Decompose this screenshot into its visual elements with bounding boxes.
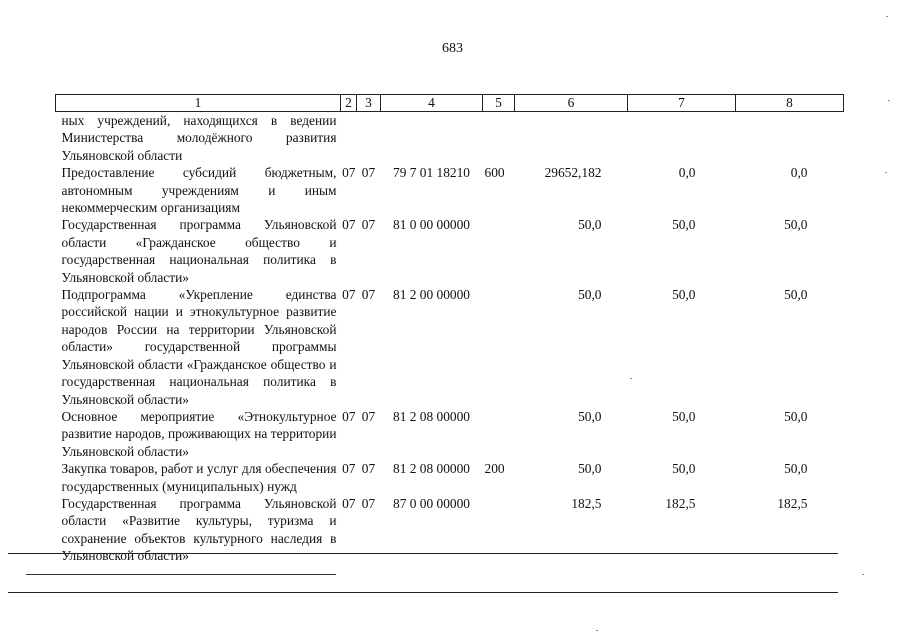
row-target-code: 79 7 01 18210 — [393, 165, 470, 181]
row-amount-1: 50,0 — [578, 408, 602, 424]
header-row — [56, 95, 844, 112]
table-body — [56, 112, 844, 565]
row-subsection: 07 — [361, 287, 376, 303]
row-target-code: 81 0 00 00000 — [393, 217, 470, 233]
row-amount-3: 50,0 — [784, 408, 808, 424]
row-amount-3: 50,0 — [784, 287, 808, 303]
table-row — [56, 460, 844, 495]
row-name: Закупка товаров, работ и услуг для обеспечения государственных (муниципальных) нужд — [61, 461, 337, 494]
row-subsection: 07 — [361, 495, 376, 511]
row-amount-2: 50,0 — [672, 408, 696, 424]
row-amount-1: 182,5 — [571, 495, 602, 511]
row-target-code — [381, 112, 483, 165]
budget-table-sheet — [55, 94, 843, 565]
scan-speck — [886, 16, 888, 17]
row-target-code: 81 2 08 00000 — [393, 461, 470, 477]
page-bottom-line — [8, 592, 838, 593]
row-amount-1: 50,0 — [578, 217, 602, 233]
strike-line — [26, 574, 336, 575]
page-divider-line — [8, 553, 838, 554]
row-name: Основное мероприятие «Этнокультурное развитие народов, проживающих на территории Ульяновской области» — [61, 408, 337, 459]
table-row — [56, 216, 844, 286]
row-amount-3 — [736, 112, 844, 165]
row-amount-1: 50,0 — [578, 461, 602, 477]
row-subsection: 07 — [361, 461, 376, 477]
row-amount-2: 0,0 — [678, 165, 696, 181]
header-col-5: 5 — [483, 95, 515, 112]
row-amount-3: 182,5 — [777, 495, 808, 511]
row-amount-1: 50,0 — [578, 287, 602, 303]
table-header — [56, 95, 844, 112]
row-name: Предоставление субсидий бюджетным, автономным учреждениям и иным некоммерческим организациям — [61, 165, 337, 216]
row-name: ных учреждений, находящихся в ведении Министерства молодёжного развития Ульяновской области — [61, 113, 337, 163]
row-subsection: 07 — [361, 165, 376, 181]
row-target-code: 81 2 08 00000 — [393, 408, 470, 424]
table-row — [56, 164, 844, 216]
row-subsection: 07 — [361, 217, 376, 233]
row-expense-type — [483, 286, 515, 408]
row-section — [341, 112, 357, 165]
row-name: Подпрограмма «Укрепление единства российской нации и этнокультурное развитие народов России на территории Ульяновской области» государственной программы Ульяновской области «Гражданское общество и государственная национальная политика в Ульяновской области» — [61, 287, 337, 407]
row-section: 07 — [342, 165, 356, 181]
row-expense-type: 200 — [484, 461, 505, 477]
row-target-code: 81 2 00 00000 — [393, 287, 470, 303]
row-amount-3: 0,0 — [790, 165, 808, 181]
row-section: 07 — [342, 461, 356, 477]
row-section: 07 — [342, 408, 356, 424]
header-col-8: 8 — [736, 95, 844, 112]
header-col-3: 3 — [357, 95, 381, 112]
row-amount-3: 50,0 — [784, 217, 808, 233]
budget-table — [55, 94, 844, 565]
scan-speck — [862, 574, 864, 575]
row-section: 07 — [342, 495, 356, 511]
table-row — [56, 408, 844, 460]
row-amount-1 — [515, 112, 628, 165]
row-expense-type — [483, 112, 515, 165]
header-col-6: 6 — [515, 95, 628, 112]
row-amount-2: 50,0 — [672, 461, 696, 477]
page-number: 683 — [442, 41, 463, 56]
row-expense-type: 600 — [484, 165, 505, 181]
row-amount-2: 50,0 — [672, 217, 696, 233]
scan-speck — [596, 630, 598, 631]
row-expense-type — [483, 216, 515, 286]
header-col-7: 7 — [628, 95, 736, 112]
row-amount-2 — [628, 112, 736, 165]
header-col-1: 1 — [56, 95, 341, 112]
row-amount-2: 182,5 — [665, 495, 696, 511]
scan-speck — [630, 378, 632, 379]
row-name: Государственная программа Ульяновской области «Развитие культуры, туризма и сохранение объектов культурного наследия в Ульяновской области» — [61, 495, 337, 564]
row-section: 07 — [342, 287, 356, 303]
row-subsection — [357, 112, 381, 165]
row-section: 07 — [342, 217, 356, 233]
table-row — [56, 495, 844, 565]
header-col-2: 2 — [341, 95, 357, 112]
row-amount-1: 29652,182 — [544, 165, 602, 181]
row-target-code: 87 0 00 00000 — [393, 495, 470, 511]
scan-speck — [888, 100, 890, 101]
row-expense-type — [483, 408, 515, 460]
scan-speck — [885, 172, 887, 173]
row-subsection: 07 — [361, 408, 376, 424]
table-row — [56, 286, 844, 408]
row-amount-2: 50,0 — [672, 287, 696, 303]
header-col-4: 4 — [381, 95, 483, 112]
row-name: Государственная программа Ульяновской области «Гражданское общество и государственная национальная политика в Ульяновской области» — [61, 217, 337, 285]
row-expense-type — [483, 495, 515, 565]
table-row — [56, 112, 844, 165]
row-amount-3: 50,0 — [784, 461, 808, 477]
